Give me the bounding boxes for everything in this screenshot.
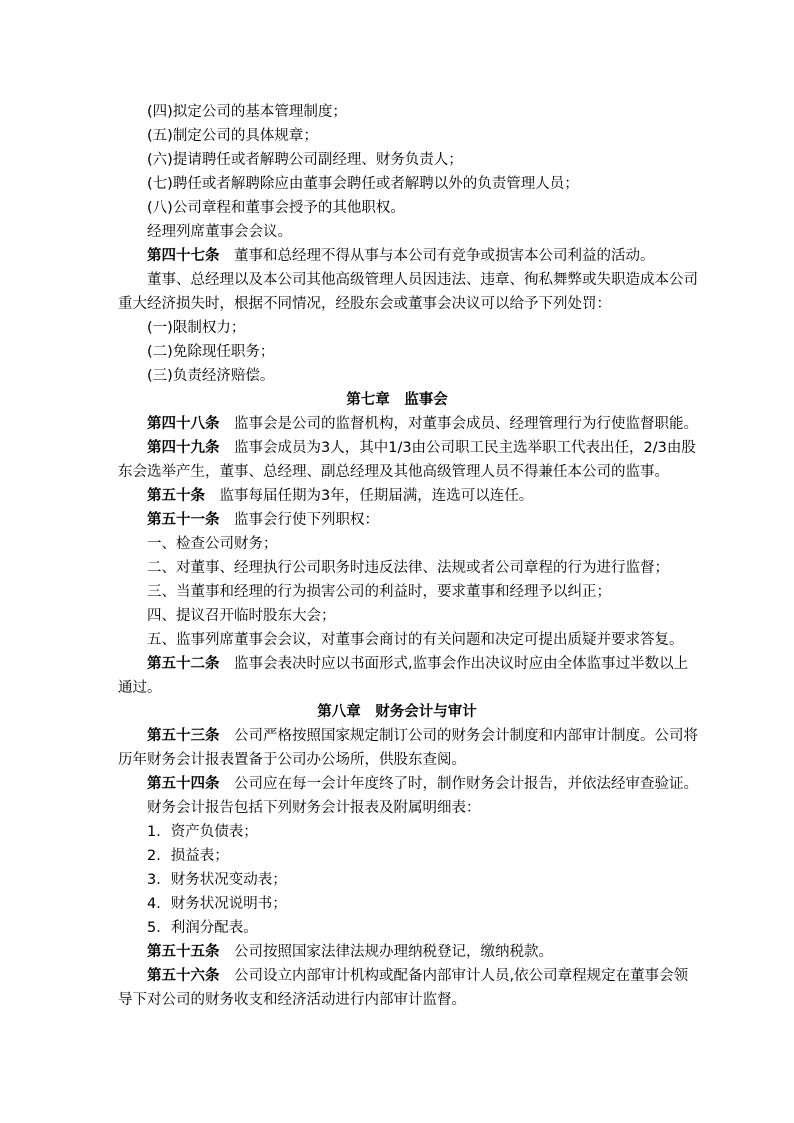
article-text: 监事每届任期为3年，任期届满，连选可以连任。 bbox=[219, 488, 534, 504]
list-item: 一、检查公司财务； bbox=[147, 536, 278, 552]
article-54 bbox=[0, 772, 794, 796]
list-item: (二)免除现任职务； bbox=[147, 344, 275, 360]
article-55 bbox=[0, 940, 794, 964]
list-item: (六)提请聘任或者解聘公司副经理、财务负责人； bbox=[147, 152, 463, 168]
article-text: 监事会成员为3人，其中1/3由公司职工民主选举职工代表出任，2/3由股 bbox=[234, 440, 696, 456]
article-label: 第五十三条 bbox=[147, 728, 220, 744]
article-label: 第五十二条 bbox=[147, 656, 220, 672]
chapter-heading: 第八章 财务会计与审计 bbox=[317, 704, 477, 720]
paragraph-penalty-line2: 重大经济损失时，根据不同情况，经股东会或董事会决议可以给予下列处罚： bbox=[118, 296, 611, 312]
article-label: 第四十九条 bbox=[147, 440, 220, 456]
article-50 bbox=[0, 484, 794, 508]
article-label: 第五十一条 bbox=[147, 512, 220, 528]
paragraph-penalty-line1: 董事、总经理以及本公司其他高级管理人员因违法、违章、徇私舞弊或失职造成本公司 bbox=[147, 272, 698, 288]
list-item: 三、当董事和经理的行为损害公司的利益时，要求董事和经理予以纠正； bbox=[147, 584, 611, 600]
article-48 bbox=[0, 412, 794, 436]
list-item: (七)聘任或者解聘除应由董事会聘任或者解聘以外的负责管理人员； bbox=[147, 176, 579, 192]
article-text: 公司严格按照国家规定制订公司的财务会计制度和内部审计制度。公司将 bbox=[234, 728, 698, 744]
list-item: 五、监事列席董事会会议，对董事会商讨的有关问题和决定可提出质疑并要求答复。 bbox=[147, 632, 684, 648]
article-text: 公司按照国家法律法规办理纳税登记，缴纳税款。 bbox=[234, 944, 553, 960]
list-item: 5．利润分配表。 bbox=[147, 920, 258, 936]
list-item: 1．资产负债表； bbox=[147, 824, 258, 840]
chapter-heading: 第七章 监事会 bbox=[346, 392, 448, 408]
list-item: (四)拟定公司的基本管理制度； bbox=[147, 104, 347, 120]
article-52 bbox=[0, 652, 794, 676]
article-52-continuation: 通过。 bbox=[118, 680, 162, 696]
article-49 bbox=[0, 436, 794, 460]
paragraph-reports-intro: 财务会计报告包括下列财务会计报表及附属明细表： bbox=[147, 800, 481, 816]
article-label: 第五十条 bbox=[147, 488, 205, 504]
article-53-continuation: 历年财务会计报表置备于公司办公场所，供股东查阅。 bbox=[118, 752, 466, 768]
article-text: 监事会行使下列职权： bbox=[234, 512, 379, 528]
list-item: (一)限制权力； bbox=[147, 320, 246, 336]
article-53 bbox=[0, 724, 794, 748]
article-text: 董事和总经理不得从事与本公司有竞争或损害本公司利益的活动。 bbox=[234, 248, 655, 264]
article-text: 监事会是公司的监督机构，对董事会成员、经理管理行为行使监督职能。 bbox=[234, 416, 698, 432]
paragraph-manager-attend: 经理列席董事会会议。 bbox=[147, 224, 292, 240]
article-47 bbox=[0, 244, 794, 268]
list-item: (八)公司章程和董事会授予的其他职权。 bbox=[147, 200, 405, 216]
article-label: 第四十八条 bbox=[147, 416, 220, 432]
article-label: 第五十四条 bbox=[147, 776, 220, 792]
list-item: (三)负责经济赔偿。 bbox=[147, 368, 275, 384]
article-label: 第四十七条 bbox=[147, 248, 220, 264]
list-item: (五)制定公司的具体规章； bbox=[147, 128, 318, 144]
article-56 bbox=[0, 964, 794, 988]
article-56-continuation: 导下对公司的财务收支和经济活动进行内部审计监督。 bbox=[118, 992, 466, 1008]
article-text: 公司应在每一会计年度终了时，制作财务会计报告，并依法经审查验证。 bbox=[234, 776, 698, 792]
article-text: 监事会表决时应以书面形式,监事会作出决议时应由全体监事过半数以上 bbox=[234, 656, 689, 672]
article-label: 第五十五条 bbox=[147, 944, 220, 960]
list-item: 二、对董事、经理执行公司职务时违反法律、法规或者公司章程的行为进行监督； bbox=[147, 560, 669, 576]
list-item: 4．财务状况说明书； bbox=[147, 896, 287, 912]
list-item: 2．损益表； bbox=[147, 848, 229, 864]
article-49-continuation: 东会选举产生，董事、总经理、副总经理及其他高级管理人员不得兼任本公司的监事。 bbox=[118, 464, 669, 480]
list-item: 3．财务状况变动表； bbox=[147, 872, 287, 888]
article-label: 第五十六条 bbox=[147, 968, 220, 984]
list-item: 四、提议召开临时股东大会； bbox=[147, 608, 336, 624]
article-51 bbox=[0, 508, 794, 532]
article-text: 公司设立内部审计机构或配备内部审计人员,依公司章程规定在董事会领 bbox=[234, 968, 689, 984]
